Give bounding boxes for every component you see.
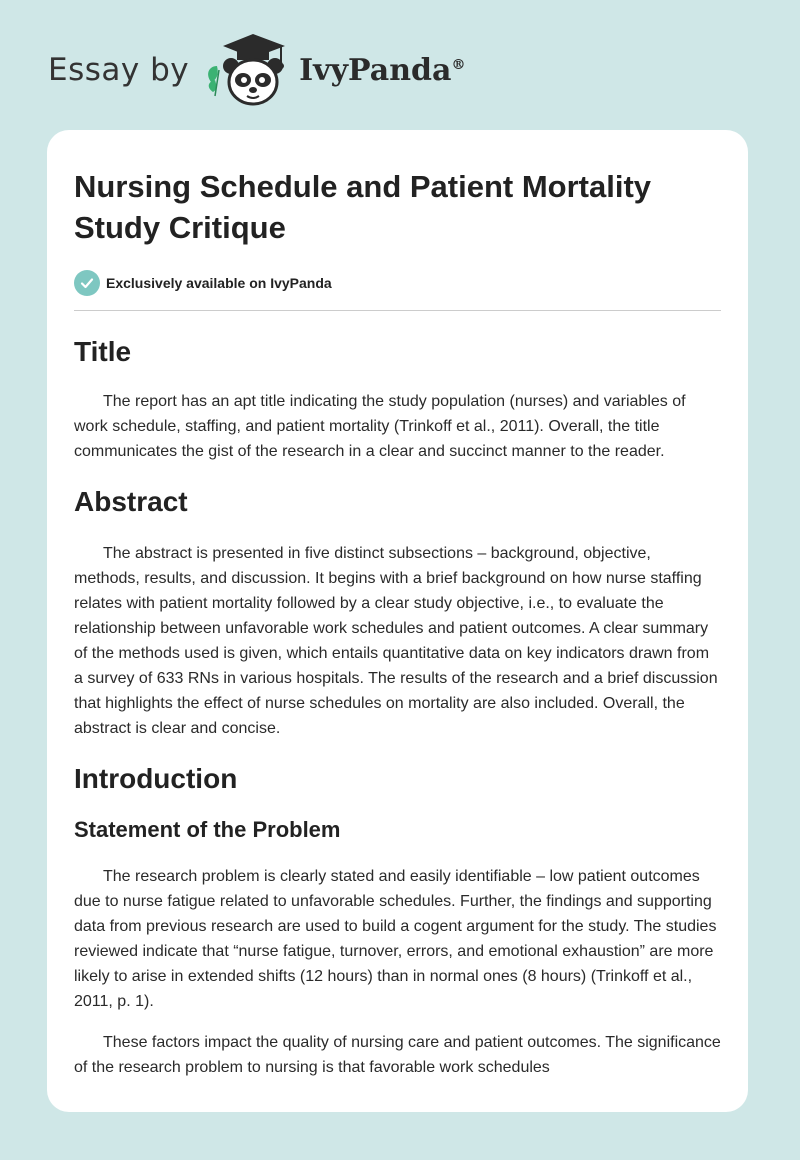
section-heading-abstract: Abstract [74,486,188,517]
essay-by-label: Essay by [48,52,190,88]
paragraph-problem-1: The research problem is clearly stated and easily identifiable – low patient outcomes due to nurse fatigue related to unfavorable schedules. Further, the findings and supporting data from previous research are used to build a cogent argument for the study. The studies reviewed indicate that “nurse fatigue, turnover, errors, and emotional exhaustion” are more likely to arise in extended shifts (12 hours) than in normal ones (8 hours) (Trinkoff et al., 2011, p. 1). [74,868,717,1010]
section-heading-title: Title [74,336,132,367]
exclusive-badge [74,270,721,296]
exclusive-label: Exclusively available on IvyPanda [106,275,332,291]
section-heading-introduction: Introduction [74,763,238,794]
article-card [47,130,748,1112]
divider [74,310,721,311]
check-icon [74,270,100,296]
subheading-statement-of-problem: Statement of the Problem [74,817,341,842]
paragraph-abstract: The abstract is presented in five distinct subsections – background, objective, methods, results, and discussion. It begins with a brief background on how nurse staffing relates with patient mortality followed by a clear study objective, i.e., to evaluate the relationship between unfavorable work schedules and patient outcomes. A clear summary of the methods used is given, which entails quantitative data on key indicators drawn from a survey of 633 RNs in various hospitals. The results of the research and a brief discussion that highlights the effect of nurse schedules on mortality are also included. Overall, the abstract is clear and concise. [74,545,718,737]
registered-mark: ® [451,56,466,73]
paragraph-title: The report has an apt title indicating the study population (nurses) and variables of work schedule, staffing, and patient mortality (Trinkoff et al., 2011). Overall, the title communicates the gist of the research in a clear and succinct manner to the reader. [74,393,686,460]
ivypanda-logo-icon[interactable] [203,30,295,110]
brand-name-text: IvyPanda [299,52,452,88]
brand-name[interactable] [299,53,465,88]
site-header [48,30,465,110]
paragraph-problem-2: These factors impact the quality of nursing care and patient outcomes. The significance of the research problem to nursing is that favorable work schedules [74,1034,721,1076]
article-title: Nursing Schedule and Patient Mortality Study Critique [74,169,652,245]
